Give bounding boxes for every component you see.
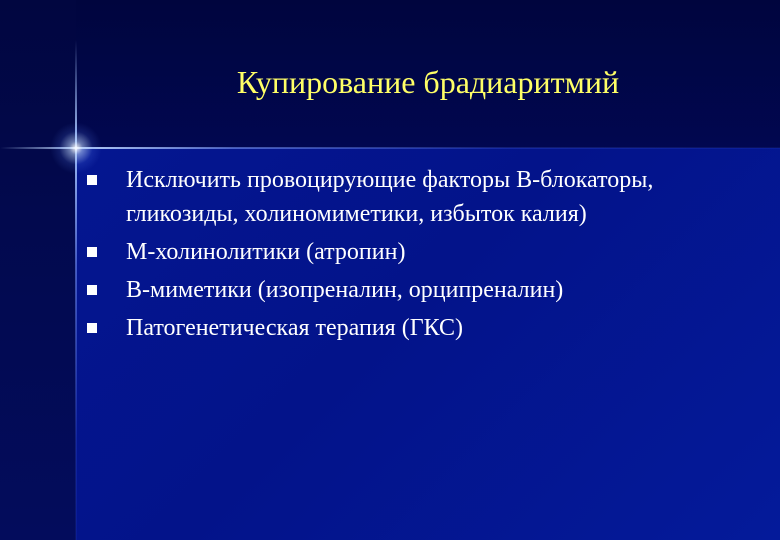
bullet-item [85, 163, 725, 231]
bullet-text: Исключить провоцирующие факторы B-блокаторы, гликозиды, холиномиметики, избыток калия) [126, 167, 654, 227]
bullet-item [85, 235, 725, 269]
slide-title: Купирование брадиаритмий [236, 64, 620, 100]
bullet-text: Патогенетическая терапия (ГКС) [126, 315, 463, 341]
square-bullet-icon [87, 285, 97, 295]
square-bullet-icon [87, 323, 97, 333]
left-band [0, 0, 76, 540]
light-flare-horizontal [0, 147, 780, 149]
square-bullet-icon [87, 247, 97, 257]
bullet-item [85, 273, 725, 307]
square-bullet-icon [87, 175, 97, 185]
bullet-text: В-миметики (изопреналин, орципреналин) [126, 277, 564, 303]
bullet-list [85, 163, 725, 349]
light-flare-vertical [75, 40, 77, 540]
bullet-text: М-холинолитики (атропин) [126, 239, 406, 265]
bullet-item [85, 311, 725, 345]
